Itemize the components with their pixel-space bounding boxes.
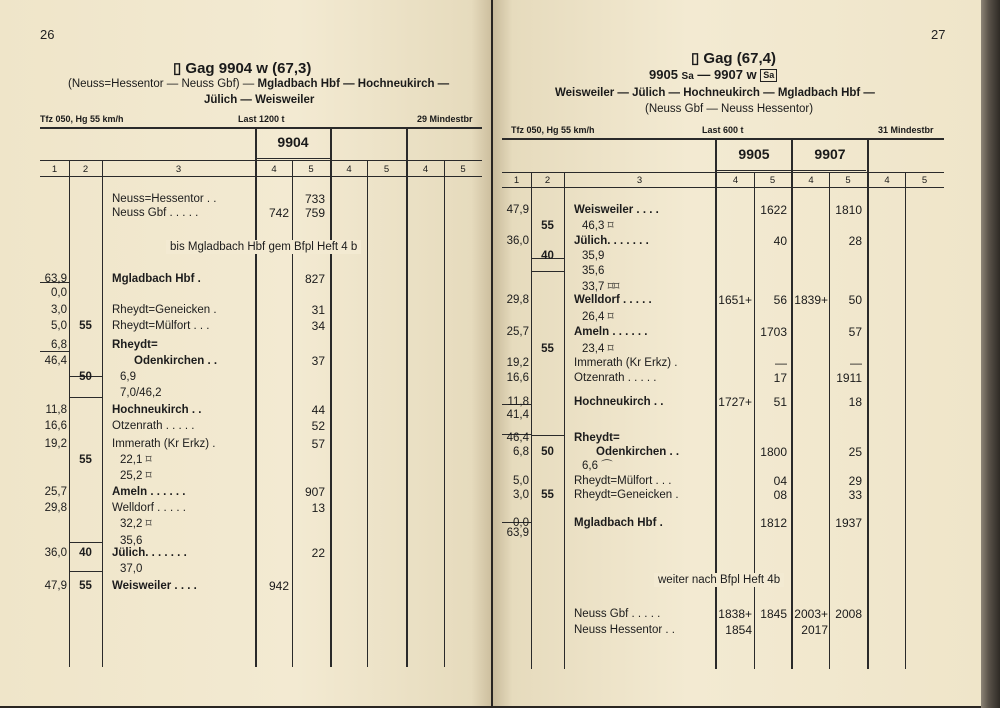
- station-name: 35,9: [582, 250, 605, 262]
- departure-time: 37: [311, 354, 325, 368]
- page-number: 26: [40, 27, 55, 42]
- station-name: 6,6 ⌒: [582, 460, 613, 472]
- left-page: [0, 0, 491, 706]
- speed-value: 55: [541, 343, 554, 355]
- rule: [69, 542, 102, 543]
- station-name: Hochneukirch . .: [574, 396, 664, 408]
- col-label: 3: [175, 164, 182, 175]
- arrival-time: 942: [268, 579, 289, 593]
- rule: [40, 160, 482, 161]
- arrival-time: 1839+: [794, 293, 828, 307]
- station-name: Otzenrath . . . . .: [574, 372, 657, 384]
- station-name: Odenkirchen . .: [134, 355, 218, 367]
- speed-value: 55: [79, 320, 92, 332]
- station-name: Neuss Gbf . . . . .: [112, 207, 199, 219]
- rule: [531, 172, 532, 669]
- rule: [502, 187, 944, 188]
- arrival-time: 2003+: [794, 607, 828, 621]
- station-name: Otzenrath . . . . .: [112, 420, 195, 432]
- departure-time: 25: [848, 445, 862, 459]
- station-name: Welldorf . . . . .: [112, 502, 186, 514]
- sa-badge: Sa: [760, 69, 777, 82]
- header-traction: Tfz 050, Hg 55 km/h: [40, 114, 124, 124]
- col-label: 1: [513, 175, 520, 186]
- route-line-1: (Neuss=Hessentor — Neuss Gbf) — Mgladbach Hbf — Hochneukirch —: [68, 78, 450, 90]
- station-name: Rheydt=Mülfort . . .: [112, 320, 210, 332]
- book-edge: [981, 0, 1000, 708]
- rule: [40, 127, 482, 129]
- station-name: 23,4 ⌑: [582, 343, 614, 355]
- col-label: 1: [51, 164, 58, 175]
- station-name: Rheydt=: [112, 339, 158, 351]
- speed-value: 55: [541, 489, 554, 501]
- departure-time: 907: [304, 485, 325, 499]
- station-name: Immerath (Kr Erkz) .: [112, 438, 216, 450]
- arrival-time: 1651+: [718, 293, 752, 307]
- km-value: 46,4: [44, 355, 67, 367]
- col-label: 5: [845, 175, 851, 186]
- station-name: 25,2 ⌑: [120, 470, 152, 482]
- km-value: 11,8: [45, 404, 67, 416]
- speed-value: 40: [79, 547, 92, 559]
- train-number: 9907: [814, 146, 846, 162]
- col-label: 5: [308, 164, 314, 175]
- km-value: 46,4: [506, 432, 529, 444]
- rule: [406, 127, 408, 667]
- route-line-2: (Neuss Gbf — Neuss Hessentor): [645, 103, 814, 115]
- station-name: Immerath (Kr Erkz) .: [574, 357, 678, 369]
- arrival-time: 1854: [725, 623, 752, 637]
- col-label: 4: [346, 164, 352, 175]
- station-name: Neuss Gbf . . . . .: [574, 608, 661, 620]
- departure-time: 44: [311, 403, 325, 417]
- train-number: 9905: [738, 146, 770, 162]
- station-name: 6,9: [120, 371, 136, 383]
- km-value: 29,8: [506, 294, 529, 306]
- station-name: 35,6: [582, 265, 605, 277]
- station-name: 33,7 ⌑⌑: [582, 281, 620, 293]
- page-number: 27: [931, 27, 946, 42]
- km-value: 25,7: [44, 486, 67, 498]
- col-label: 5: [460, 164, 466, 175]
- departure-time: 40: [773, 234, 787, 248]
- station-name: Ameln . . . . . .: [112, 486, 186, 498]
- col-label: 2: [544, 175, 551, 186]
- departure-time: 52: [311, 419, 325, 433]
- departure-time: 51: [773, 395, 787, 409]
- arrival-time: 1838+: [718, 607, 752, 621]
- station-name: Neuss Hessentor . .: [574, 624, 675, 636]
- departure-time: 1800: [760, 445, 787, 459]
- departure-time: 04: [773, 474, 787, 488]
- station-name: Ameln . . . . . .: [574, 326, 648, 338]
- col-label: 4: [808, 175, 814, 186]
- speed-value: 55: [79, 454, 92, 466]
- departure-time: 827: [304, 272, 325, 286]
- km-value: 36,0: [44, 547, 67, 559]
- departure-time: 2008: [835, 607, 862, 621]
- km-value: 63,9: [506, 527, 529, 539]
- km-value: 47,9: [506, 204, 529, 216]
- col-label: 4: [422, 164, 429, 175]
- rule: [69, 397, 102, 398]
- km-value: 3,0: [51, 304, 67, 316]
- departure-time: 1911: [836, 371, 862, 385]
- departure-time: 08: [773, 488, 787, 502]
- train-title: ▯ Gag 9904 w (67,3): [173, 60, 312, 77]
- departure-time: 1622: [760, 203, 787, 217]
- km-value: 36,0: [506, 235, 529, 247]
- station-name: Weisweiler . . . .: [112, 580, 197, 592]
- speed-value: 50: [541, 446, 554, 458]
- rule: [905, 172, 906, 669]
- km-value: 5,0: [513, 475, 529, 487]
- km-value: 5,0: [51, 320, 67, 332]
- train-numbers-line: 9905 Sa — 9907 w Sa: [649, 67, 777, 82]
- col-label: 5: [921, 175, 928, 186]
- km-value: 11,8: [507, 396, 529, 408]
- arrival-time: 742: [268, 206, 289, 220]
- km-value: 63,9: [44, 273, 67, 285]
- header-traction: Tfz 050, Hg 55 km/h: [511, 125, 595, 135]
- station-name: 7,0/46,2: [120, 387, 162, 399]
- station-name: Mgladbach Hbf .: [112, 273, 201, 285]
- rule: [69, 571, 102, 572]
- departure-time: —: [775, 356, 787, 370]
- arrival-time: 2017: [801, 623, 828, 637]
- rule: [256, 158, 330, 159]
- rule: [564, 172, 565, 669]
- station-name: Rheydt=Mülfort . . .: [574, 475, 672, 487]
- rule: [791, 138, 793, 669]
- station-name: Rheydt=Geneicken .: [574, 489, 679, 501]
- station-name: Mgladbach Hbf .: [574, 517, 663, 529]
- col-label: 4: [884, 175, 890, 186]
- station-name: 22,1 ⌑: [120, 454, 152, 466]
- rule: [867, 138, 869, 669]
- speed-value: 40: [541, 250, 554, 262]
- departure-time: 759: [304, 206, 325, 220]
- rule: [531, 435, 564, 436]
- timetable-note: bis Mgladbach Hbf gem Bfpl Heft 4 b: [166, 240, 361, 254]
- col-label: 5: [769, 175, 776, 186]
- departure-time: 57: [848, 325, 862, 339]
- station-name: 37,0: [120, 563, 143, 575]
- speed-value: 50: [79, 371, 92, 383]
- arrival-time: 1727+: [718, 395, 752, 409]
- km-value: 29,8: [44, 502, 67, 514]
- rule: [531, 271, 564, 272]
- speed-value: 55: [79, 580, 92, 592]
- km-value: 0,0: [513, 517, 529, 529]
- station-name: Odenkirchen . .: [596, 446, 680, 458]
- km-value: 19,2: [44, 438, 67, 450]
- departure-time: 56: [773, 293, 787, 307]
- station-name: Jülich. . . . . . .: [574, 235, 649, 247]
- rule: [502, 172, 944, 173]
- departure-time: 50: [848, 293, 862, 307]
- km-value: 16,6: [44, 420, 67, 432]
- station-name: 26,4 ⌑: [582, 311, 614, 323]
- route-line-2: Jülich — Weisweiler: [204, 94, 315, 106]
- header-load: Last 600 t: [702, 125, 744, 135]
- km-value: 6,8: [513, 446, 529, 458]
- train-title: ▯ Gag (67,4): [691, 50, 776, 67]
- train-number: 9904: [277, 134, 309, 150]
- col-label: 3: [636, 175, 643, 186]
- route-line-1: Weisweiler — Jülich — Hochneukirch — Mgladbach Hbf —: [555, 87, 875, 99]
- station-name: Weisweiler . . . .: [574, 204, 659, 216]
- station-name: 32,2 ⌑: [120, 518, 152, 530]
- departure-time: 1845: [760, 607, 787, 621]
- station-name: Jülich. . . . . . .: [112, 547, 187, 559]
- departure-time: 17: [773, 371, 787, 385]
- station-name: Hochneukirch . .: [112, 404, 202, 416]
- departure-time: 29: [848, 474, 862, 488]
- rule: [102, 160, 103, 667]
- departure-time: 22: [311, 546, 325, 560]
- departure-time: 33: [848, 488, 862, 502]
- station-name: Rheydt=Geneicken .: [112, 304, 217, 316]
- departure-time: 733: [304, 192, 325, 206]
- departure-time: 1810: [835, 203, 862, 217]
- timetable-note: weiter nach Bfpl Heft 4b: [654, 573, 784, 587]
- header-brakes: 29 Mindestbr: [417, 114, 473, 124]
- departure-time: 1937: [835, 516, 862, 530]
- station-name: Welldorf . . . . .: [574, 294, 652, 306]
- header-brakes: 31 Mindestbr: [878, 125, 934, 135]
- departure-time: 18: [848, 395, 862, 409]
- rule: [40, 176, 482, 177]
- km-value: 25,7: [506, 326, 529, 338]
- col-label: 2: [82, 164, 89, 175]
- departure-time: 1703: [760, 325, 787, 339]
- header-load: Last 1200 t: [238, 114, 285, 124]
- departure-time: 28: [848, 234, 862, 248]
- km-value: 47,9: [44, 580, 67, 592]
- speed-value: 55: [541, 220, 554, 232]
- rule: [444, 160, 445, 667]
- departure-time: 13: [311, 501, 325, 515]
- station-name: Rheydt=: [574, 432, 620, 444]
- departure-time: —: [850, 356, 862, 370]
- col-label: 4: [271, 164, 277, 175]
- col-label: 5: [383, 164, 390, 175]
- km-value: 3,0: [513, 489, 529, 501]
- station-name: Neuss=Hessentor . .: [112, 193, 217, 205]
- right-page: [493, 0, 981, 706]
- rule: [330, 127, 332, 667]
- col-label: 4: [732, 175, 739, 186]
- departure-time: 34: [311, 319, 325, 333]
- departure-time: 31: [311, 303, 325, 317]
- km-value: 16,6: [506, 372, 529, 384]
- km-value: 0,0: [51, 287, 67, 299]
- station-name: 35,6: [120, 535, 143, 547]
- km-value: 6,8: [51, 339, 67, 351]
- departure-time: 57: [311, 437, 325, 451]
- rule: [502, 138, 944, 140]
- departure-time: 1812: [760, 516, 787, 530]
- rule: [367, 160, 368, 667]
- station-name: 46,3 ⌑: [582, 220, 614, 232]
- km-value: 41,4: [506, 409, 529, 421]
- km-value: 19,2: [506, 357, 529, 369]
